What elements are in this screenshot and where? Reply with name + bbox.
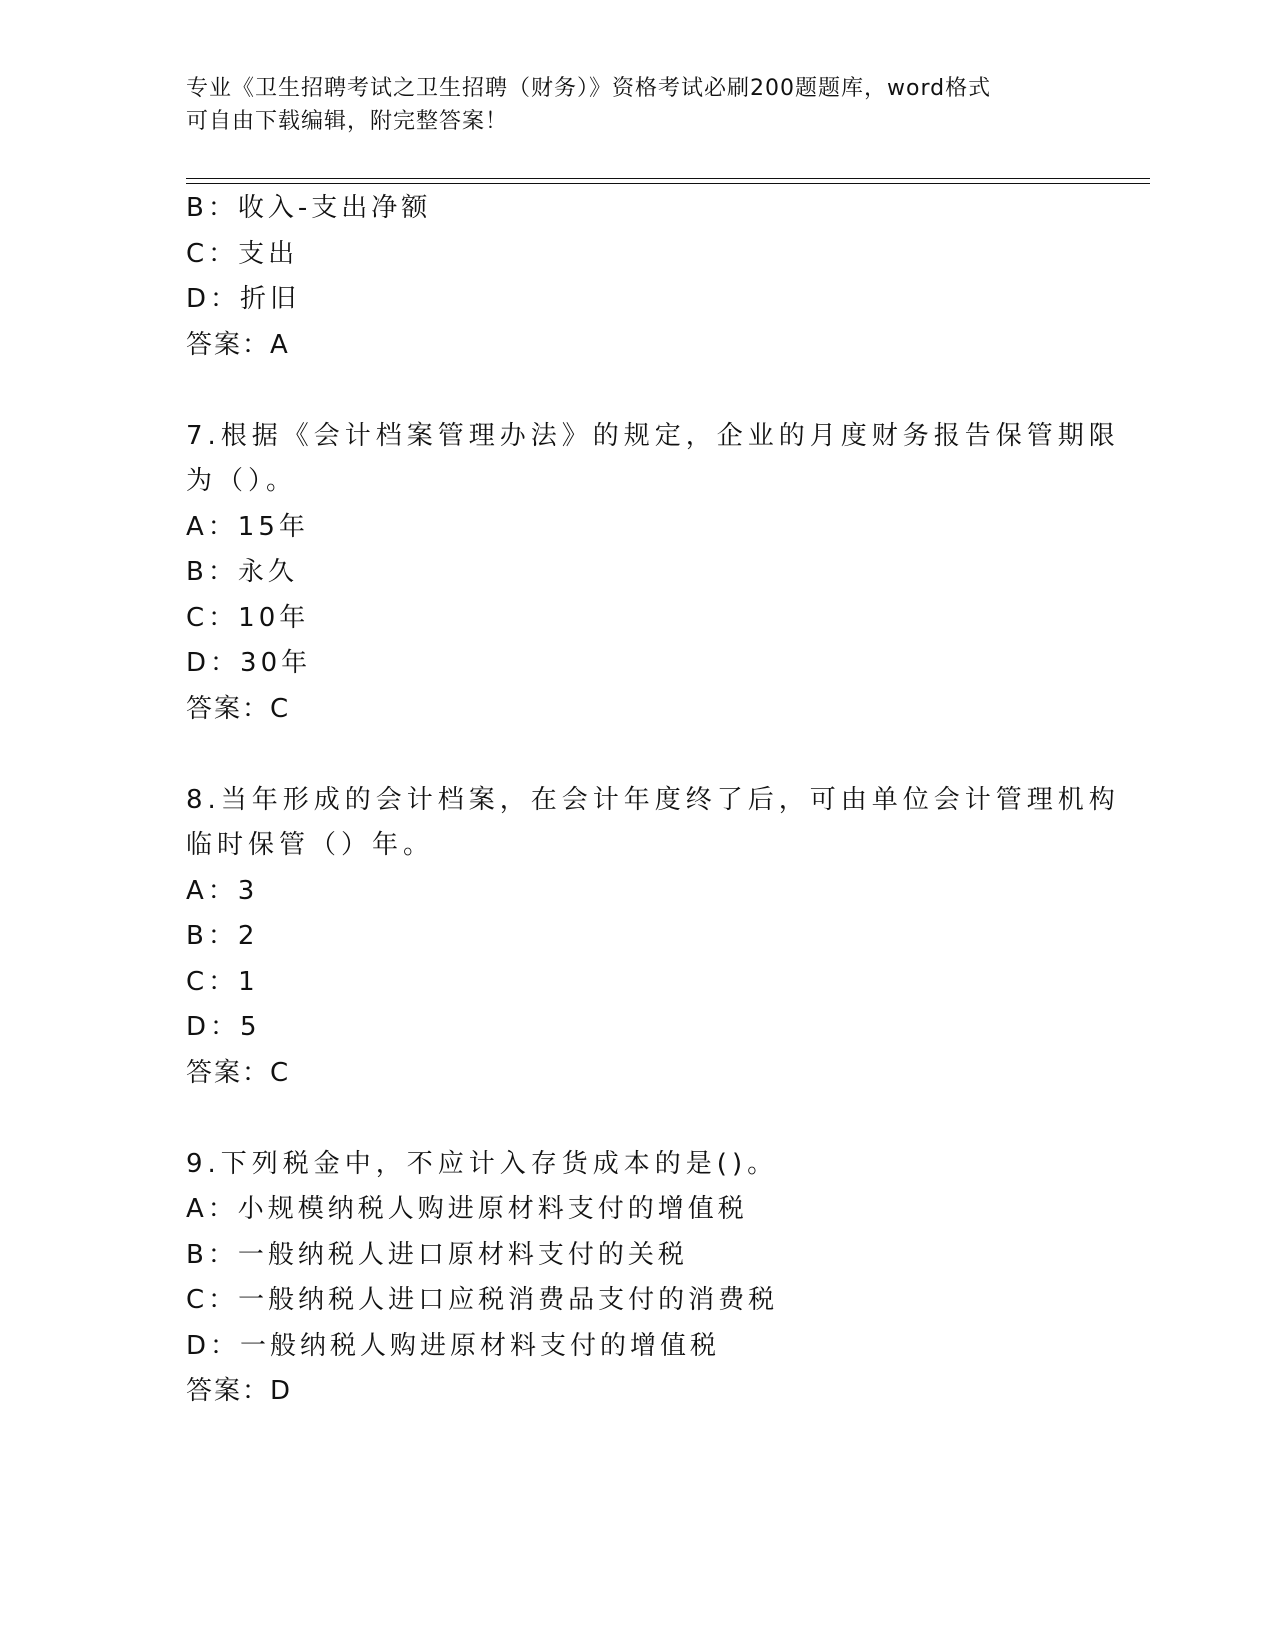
- option-c: C：支出: [186, 238, 299, 269]
- spacer: [186, 368, 1086, 414]
- header-divider-bottom: [186, 183, 1150, 184]
- question-9: [186, 1142, 1086, 1415]
- option-d: D：折旧: [186, 284, 301, 314]
- spacer: [186, 1096, 1086, 1142]
- option-b: B：一般纳税人进口原材料支付的关税: [186, 1239, 688, 1270]
- option-a: A：小规模纳税人购进原材料支付的增值税: [186, 1194, 748, 1224]
- option-c: C：一般纳税人进口应税消费品支付的消费税: [186, 1285, 779, 1315]
- option-b: B：永久: [186, 557, 298, 587]
- answer-line: 答案：D: [186, 1376, 293, 1406]
- option-d: D：5: [186, 1012, 261, 1042]
- question-7: [186, 414, 1120, 733]
- option-a: A：15年: [186, 511, 309, 542]
- question-8: [186, 778, 1120, 1097]
- question-text-line-1: 7.根据《会计档案管理办法》的规定，企业的月度财务报告保管期限: [186, 420, 1120, 451]
- header-divider-top: [186, 178, 1150, 179]
- spacer: [186, 732, 1086, 778]
- answer-line: 答案：C: [186, 1057, 291, 1088]
- option-d: D：一般纳税人购进原材料支付的增值税: [186, 1330, 721, 1361]
- answer-line: 答案：C: [186, 693, 291, 724]
- option-b: B：收入-支出净额: [186, 193, 432, 223]
- answer-line: 答案：A: [186, 329, 290, 360]
- question-continued: [186, 186, 1086, 368]
- option-d: D：30年: [186, 648, 312, 678]
- question-text-line-2: 为（）。: [186, 466, 298, 496]
- question-text-line-2: 临时保管（）年。: [186, 830, 435, 860]
- header-line-2: 可自由下载编辑，附完整答案！: [186, 109, 509, 134]
- header-line-1: 专业《卫生招聘考试之卫生招聘（财务）》资格考试必刷200题题库，word格式: [186, 76, 992, 101]
- option-c: C：10年: [186, 602, 310, 633]
- option-c: C：1: [186, 966, 259, 997]
- option-a: A：3: [186, 875, 259, 906]
- question-content: [186, 186, 1120, 1415]
- option-b: B：2: [186, 921, 259, 951]
- question-text-line-1: 8.当年形成的会计档案，在会计年度终了后，可由单位会计管理机构: [186, 784, 1120, 815]
- document-header: [186, 72, 1086, 138]
- question-text-line-1: 9.下列税金中，不应计入存货成本的是()。: [186, 1148, 779, 1179]
